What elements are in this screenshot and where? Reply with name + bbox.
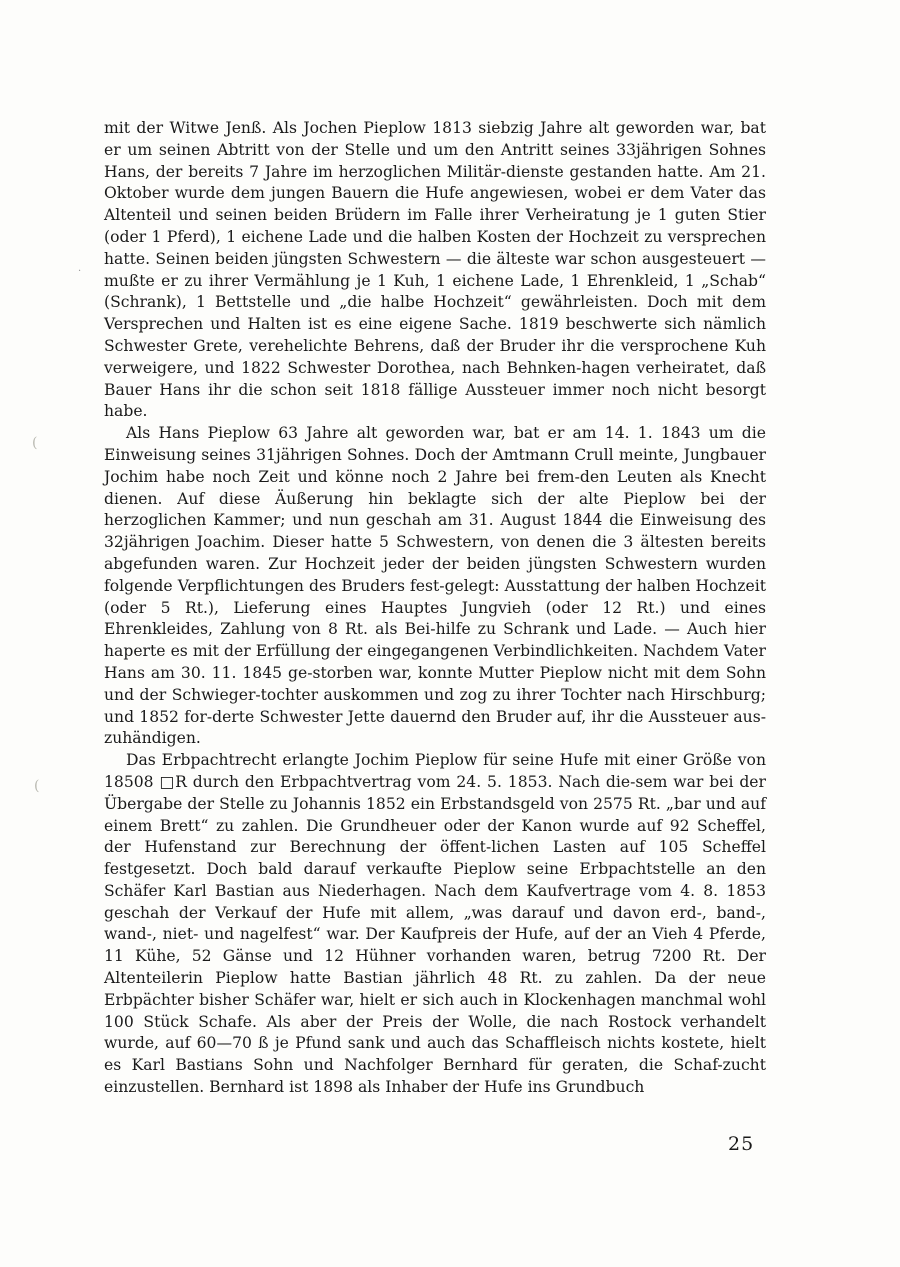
margin-bracket-mark: ( [32,435,38,451]
margin-dot-mark: · [78,266,82,277]
page-number: 25 [728,1133,755,1155]
body-text [104,118,766,1099]
paragraph-3: Das Erbpachtrecht erlangte Jochim Pieplow für seine Hufe mit einer Größe von 18508 □R durch den Erbpachtvertrag vom 24. 5. 1853. Nach die-sem war bei der Übergabe der Stelle zu Johannis 1852 ein Erbstandsgeld von 2575 Rt. „bar und auf einem Brett“ zu zahlen. Die Grundheuer oder der Kanon wurde auf 92 Scheffel, der Hufenstand zur Berechnung der öffent-lichen Lasten auf 105 Scheffel festgesetzt. Doch bald darauf verkaufte Pieplow seine Erbpachtstelle an den Schäfer Karl Bastian aus Niederhagen. Nach dem Kaufvertrage vom 4. 8. 1853 geschah der Verkauf der Hufe mit allem, „was darauf und davon erd-, band-, wand-, niet- und nagelfest“ war. Der Kaufpreis der Hufe, auf der an Vieh 4 Pferde, 11 Kühe, 52 Gänse und 12 Hühner vorhanden waren, betrug 7200 Rt. Der Altenteilerin Pieplow hatte Bastian jährlich 48 Rt. zu zahlen. Da der neue Erbpächter bisher Schäfer war, hielt er sich auch in Klockenhagen manchmal wohl 100 Stück Schafe. Als aber der Preis der Wolle, die nach Rostock verhandelt wurde, auf 60—70 ß je Pfund sank und auch das Schaffleisch nichts kostete, hielt es Karl Bastians Sohn und Nachfolger Bernhard für geraten, die Schaf-zucht einzustellen. Bernhard ist 1898 als Inhaber der Hufe ins Grundbuch [104,751,766,1097]
paragraph-1: mit der Witwe Jenß. Als Jochen Pieplow 1813 siebzig Jahre alt geworden war, bat er um seinen Abtritt von der Stelle und um den Antritt seines 33jährigen Sohnes Hans, der bereits 7 Jahre im herzoglichen Militär-dienste gestanden hatte. Am 21. Oktober wurde dem jungen Bauern die Hufe angewiesen, wobei er dem Vater das Altenteil und seinen beiden Brüdern im Falle ihrer Verheiratung je 1 guten Stier (oder 1 Pferd), 1 eichene Lade und die halben Kosten der Hochzeit zu versprechen hatte. Seinen beiden jüngsten Schwestern — die älteste war schon ausgesteuert — mußte er zu ihrer Vermählung je 1 Kuh, 1 eichene Lade, 1 Ehrenkleid, 1 „Schab“ (Schrank), 1 Bettstelle und „die halbe Hochzeit“ gewährleisten. Doch mit dem Versprechen und Halten ist es eine eigene Sache. 1819 beschwerte sich nämlich Schwester Grete, verehelichte Behrens, daß der Bruder ihr die versprochene Kuh verweigere, und 1822 Schwester Dorothea, nach Behnken-hagen verheiratet, daß Bauer Hans ihr die schon seit 1818 fällige Aussteuer immer noch nicht besorgt habe. [104,119,766,421]
paragraph-2: Als Hans Pieplow 63 Jahre alt geworden war, bat er am 14. 1. 1843 um die Einweisung seines 31jährigen Sohnes. Doch der Amtmann Crull meinte, Jungbauer Jochim habe noch Zeit und könne noch 2 Jahre bei frem-den Leuten als Knecht dienen. Auf diese Äußerung hin beklagte sich der alte Pieplow bei der herzoglichen Kammer; und nun geschah am 31. August 1844 die Einweisung des 32jährigen Joachim. Dieser hatte 5 Schwestern, von denen die 3 ältesten bereits abgefunden waren. Zur Hochzeit jeder der beiden jüngsten Schwestern wurden folgende Verpflichtungen des Bruders fest-gelegt: Ausstattung der halben Hochzeit (oder 5 Rt.), Lieferung eines Hauptes Jungvieh (oder 12 Rt.) und eines Ehrenkleides, Zahlung von 8 Rt. als Bei-hilfe zu Schrank und Lade. — Auch hier haperte es mit der Erfüllung der eingegangenen Verbindlichkeiten. Nachdem Vater Hans am 30. 11. 1845 ge-storben war, konnte Mutter Pieplow nicht mit dem Sohn und der Schwieger-tochter auskommen und zog zu ihrer Tochter nach Hirschburg; und 1852 for-derte Schwester Jette dauernd den Bruder auf, ihr die Aussteuer aus-zuhändigen. [104,424,766,748]
margin-bracket-mark: ( [34,778,40,794]
